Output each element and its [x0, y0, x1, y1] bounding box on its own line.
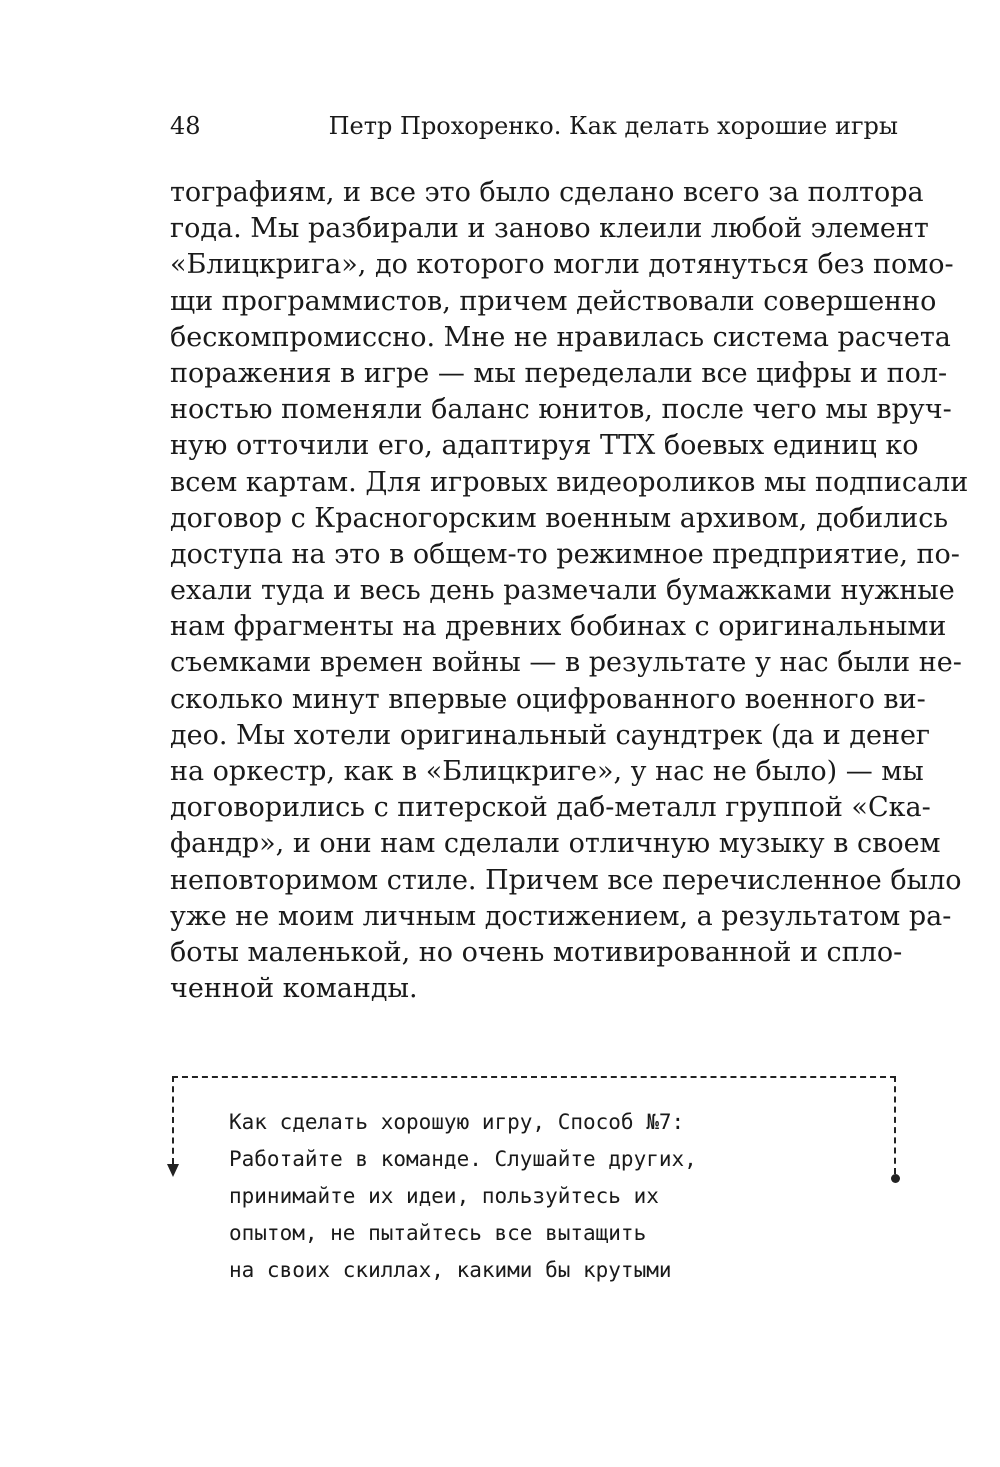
body-line: фандр», и они нам сделали отличную музыку в своем: [170, 828, 941, 860]
body-line: бескомпромиссно. Мне не нравилась система расчета: [170, 321, 951, 353]
body-line: ностью поменяли баланс юнитов, после чего мы вруч-: [170, 394, 952, 426]
body-line: део. Мы хотели оригинальный саундтрек (да и денег: [170, 719, 931, 751]
tip-line: Работайте в команде. Слушайте других,: [229, 1147, 697, 1171]
tip-line: опытом, не пытайтесь все вытащить: [229, 1221, 647, 1245]
arrow-down-icon: [167, 1164, 179, 1177]
body-line: неповторимом стиле. Причем все перечисленное было: [170, 864, 962, 896]
end-dot-icon: [891, 1174, 900, 1183]
body-line: щи программистов, причем действовали совершенно: [170, 285, 937, 317]
body-line: договорились с питерской даб-металл группой «Ска-: [170, 792, 931, 824]
body-line: тографиям, и все это было сделано всего за полтора: [170, 177, 924, 208]
body-line: уже не моим личным достижением, а результатом ра-: [170, 900, 952, 932]
body-line: съемками времен войны — в результате у нас были не-: [170, 647, 962, 679]
tip-text: [229, 1104, 849, 1289]
page-number: 48: [170, 112, 201, 140]
body-line: поражения в игре — мы переделали все цифры и пол-: [170, 357, 948, 389]
tip-line: на своих скиллах, какими бы крутыми: [229, 1258, 672, 1282]
tip-line: Как сделать хорошую игру, Способ №7:: [229, 1110, 685, 1134]
frame-top-border: [172, 1076, 896, 1078]
body-line: на оркестр, как в «Блицкриге», у нас не было) — мы: [170, 756, 924, 787]
frame-left-border: [172, 1076, 174, 1164]
body-line: ехали туда и весь день размечали бумажками нужные: [170, 575, 955, 607]
body-line: договор с Красногорским военным архивом, добились: [170, 502, 949, 534]
frame-right-border: [894, 1076, 896, 1174]
body-line: всем картам. Для игровых видеороликов мы подписали: [170, 466, 969, 498]
body-line: доступа на это в общем-то режимное предприятие, по-: [170, 538, 960, 570]
body-line: года. Мы разбирали и заново клеили любой элемент: [170, 213, 929, 245]
tip-line: принимайте их идеи, пользуйтесь их: [229, 1184, 659, 1208]
body-line: ченной команды.: [170, 973, 418, 1005]
body-line: боты маленькой, но очень мотивированной и спло-: [170, 936, 903, 968]
running-header: Петр Прохоренко. Как делать хорошие игры: [328, 112, 898, 140]
body-line: ную отточили его, адаптируя ТТХ боевых единиц ко: [170, 430, 919, 462]
body-text: [170, 175, 969, 1007]
body-line: сколько минут впервые оцифрованного военного ви-: [170, 683, 926, 715]
body-line: «Блицкрига», до которого могли дотянуться без помо-: [170, 249, 954, 281]
body-line: нам фрагменты на древних бобинах с оригинальными: [170, 611, 947, 643]
